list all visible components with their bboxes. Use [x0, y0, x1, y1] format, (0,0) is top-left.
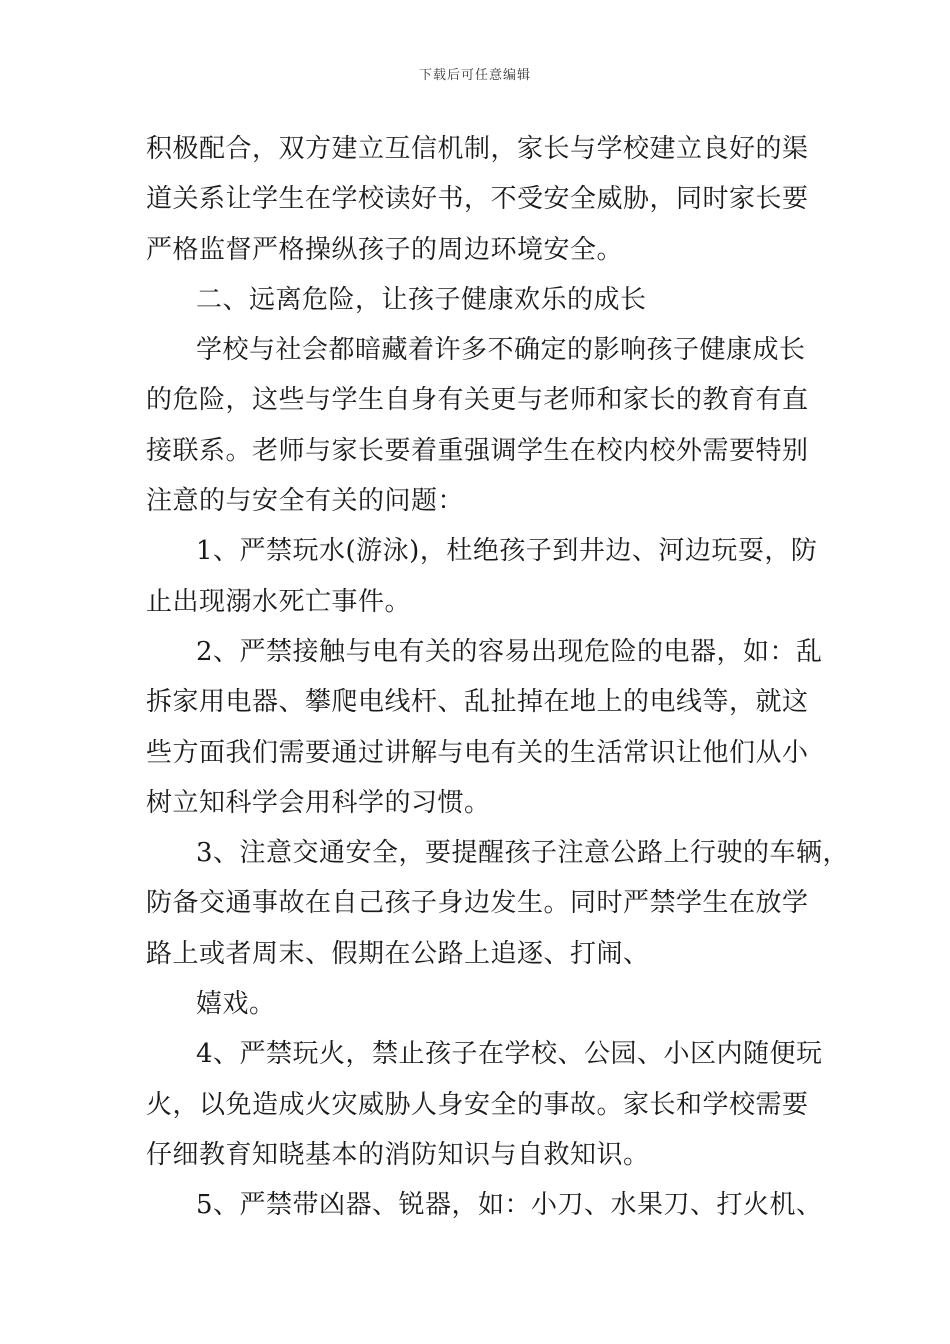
list-item-line: 1、严禁玩水(游泳)，杜绝孩子到井边、河边玩耍，防: [196, 536, 818, 567]
text-line: 仔细教育知晓基本的消防知识与自救知识。: [146, 1139, 650, 1170]
text-line: 防备交通事故在自己孩子身边发生。同时严禁学生在放学: [146, 888, 809, 919]
text-line: 树立知科学会用科学的习惯。: [146, 787, 491, 818]
list-item-line: 5、严禁带凶器、锐器，如：小刀、水果刀、打火机、: [196, 1190, 823, 1221]
text-line: 注意的与安全有关的问题：: [146, 486, 465, 517]
text-line: 路上或者周末、假期在公路上追逐、打闹、: [146, 938, 650, 969]
text-line: 的危险，这些与学生自身有关更与老师和家长的教育有直: [146, 385, 809, 416]
text-line: 止出现溺水死亡事件。: [146, 586, 412, 617]
section-heading: 二、远离危险，让孩子健康欢乐的成长: [196, 284, 647, 315]
text-line: 些方面我们需要通过讲解与电有关的生活常识让他们从小: [146, 737, 809, 768]
text-line: 学校与社会都暗藏着许多不确定的影响孩子健康成长: [196, 335, 806, 366]
page-header: 下载后可任意编辑: [418, 68, 531, 83]
text-line: 严格监督严格操纵孩子的周边环境安全。: [146, 234, 624, 265]
text-line: 积极配合，双方建立互信机制，家长与学校建立良好的渠: [146, 134, 809, 164]
text-line: 火，以免造成火灾威胁人身安全的事故。家长和学校需要: [146, 1089, 809, 1120]
document-body: [146, 124, 850, 1231]
text-line: 接联系。老师与家长要着重强调学生在校内校外需要特别: [146, 435, 809, 466]
list-item-line: 2、严禁接触与电有关的容易出现危险的电器，如：乱: [196, 636, 823, 667]
text-line: 拆家用电器、攀爬电线杆、乱扯掉在地上的电线等，就这: [146, 687, 809, 718]
text-line: 嬉戏。: [196, 989, 276, 1020]
text-line: 道关系让学生在学校读好书，不受安全威胁，同时家长要: [146, 184, 809, 215]
list-item-line: 4、严禁玩火，禁止孩子在学校、公园、小区内随便玩: [196, 1039, 823, 1070]
list-item-line: 3、注意交通安全，要提醒孩子注意公路上行驶的车辆，: [196, 838, 850, 869]
